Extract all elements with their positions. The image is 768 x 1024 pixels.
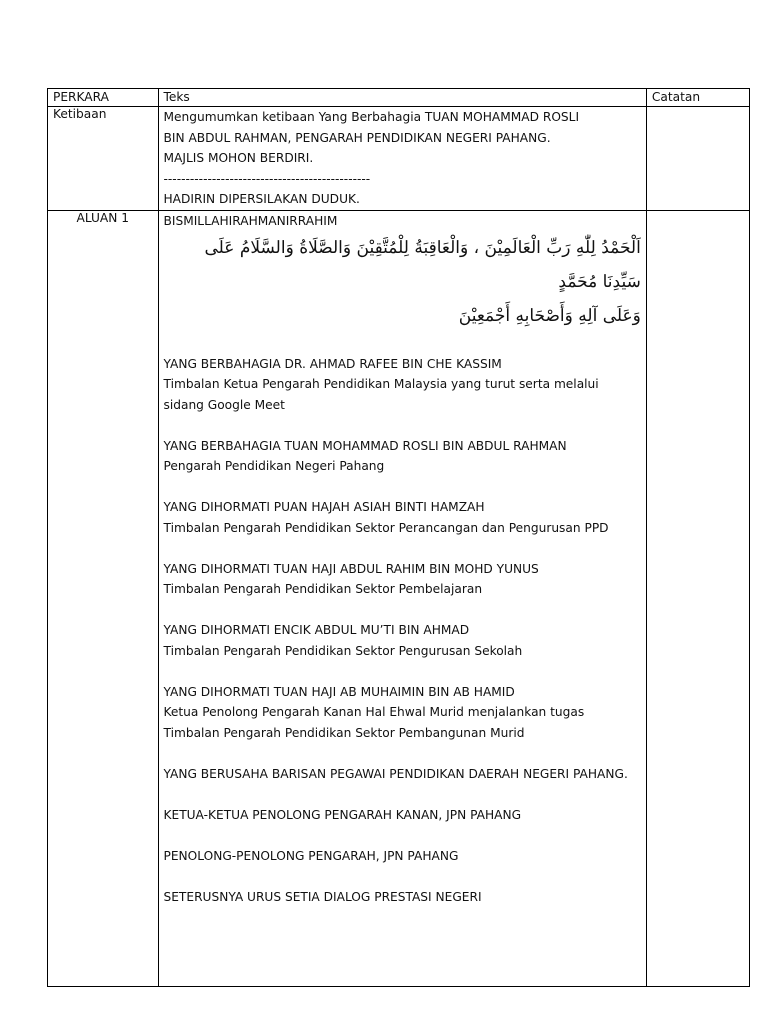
header-perkara: PERKARA xyxy=(48,89,159,107)
salutation-role: Timbalan Pengarah Pendidikan Sektor Pengurusan Sekolah xyxy=(163,643,523,658)
arabic-line: وَعَلَى آلِهِ وَأَصْحَابِهِ أَجْمَعِيْنَ xyxy=(458,306,641,326)
teks-ketibaan xyxy=(158,107,646,211)
group-salutation: KETUA-KETUA PENOLONG PENGARAH KANAN, JPN PAHANG xyxy=(163,807,522,822)
salutation-name: YANG DIHORMATI ENCIK ABDUL MU’TI BIN AHMAD xyxy=(163,623,470,637)
perkara-ketibaan: Ketibaan xyxy=(48,107,159,211)
group-salutation: YANG BERUSAHA BARISAN PEGAWAI PENDIDIKAN DAERAH NEGERI PAHANG. xyxy=(163,766,628,781)
group-salutation: PENOLONG-PENOLONG PENGARAH, JPN PAHANG xyxy=(163,848,459,863)
salutation-name: YANG DIHORMATI TUAN HAJI AB MUHAIMIN BIN AB HAMID xyxy=(163,684,515,699)
header-teks: Teks xyxy=(158,89,646,107)
text-line: BIN ABDUL RAHMAN, PENGARAH PENDIDIKAN NEGERI PAHANG. xyxy=(163,130,551,145)
catatan-ketibaan xyxy=(646,107,749,211)
salutation-name: YANG DIHORMATI PUAN HAJAH ASIAH BINTI HAMZAH xyxy=(163,500,485,514)
divider-line: ----------------------------------------------- xyxy=(163,171,371,186)
script-table xyxy=(47,88,750,987)
text-line: Mengumumkan ketibaan Yang Berbahagia TUAN MOHAMMAD ROSLI xyxy=(163,110,580,124)
group-salutation: SETERUSNYA URUS SETIA DIALOG PRESTASI NEGERI xyxy=(163,889,482,904)
perkara-aluan: ALUAN 1 xyxy=(48,210,159,986)
salutation-name: YANG BERBAHAGIA TUAN MOHAMMAD ROSLI BIN ABDUL RAHMAN xyxy=(163,438,567,453)
salutation-name: YANG BERBAHAGIA DR. AHMAD RAFEE BIN CHE KASSIM xyxy=(163,356,502,371)
opening-text: BISMILLAHIRAHMANIRRAHIM xyxy=(163,213,338,228)
salutation-role: Timbalan Ketua Pengarah Pendidikan Malaysia yang turut serta melalui sidang Google Meet xyxy=(163,377,599,412)
salutation-name: YANG DIHORMATI TUAN HAJI ABDUL RAHIM BIN MOHD YUNUS xyxy=(163,561,539,576)
teks-aluan xyxy=(158,210,646,986)
table-row-aluan xyxy=(48,210,750,986)
salutation-role: Timbalan Pengarah Pendidikan Sektor Pembelajaran xyxy=(163,582,483,596)
salutation-role: Pengarah Pendidikan Negeri Pahang xyxy=(163,459,385,473)
header-catatan: Catatan xyxy=(646,89,749,107)
table-row-ketibaan xyxy=(48,107,750,211)
text-line: MAJLIS MOHON BERDIRI. xyxy=(163,151,314,165)
arabic-line: اَلْحَمْدُ لِلّٰهِ رَبِّ الْعَالَمِيْنَ ، وَالْعَاقِبَةُ لِلْمُتَّقِيْنَ وَالصَّلَاةُ وَالسَّلَامُ عَلَى سَيِّدِنَا مُحَمَّدٍ xyxy=(204,238,641,292)
text-line: HADIRIN DIPERSILAKAN DUDUK. xyxy=(163,192,360,206)
table-header-row xyxy=(48,89,750,107)
salutation-role: Ketua Penolong Pengarah Kanan Hal Ehwal Murid menjalankan tugas Timbalan Pengarah Pendidikan Sektor Pembangunan Murid xyxy=(163,705,585,740)
catatan-aluan xyxy=(646,210,749,986)
salutation-role: Timbalan Pengarah Pendidikan Sektor Perancangan dan Pengurusan PPD xyxy=(163,520,609,535)
